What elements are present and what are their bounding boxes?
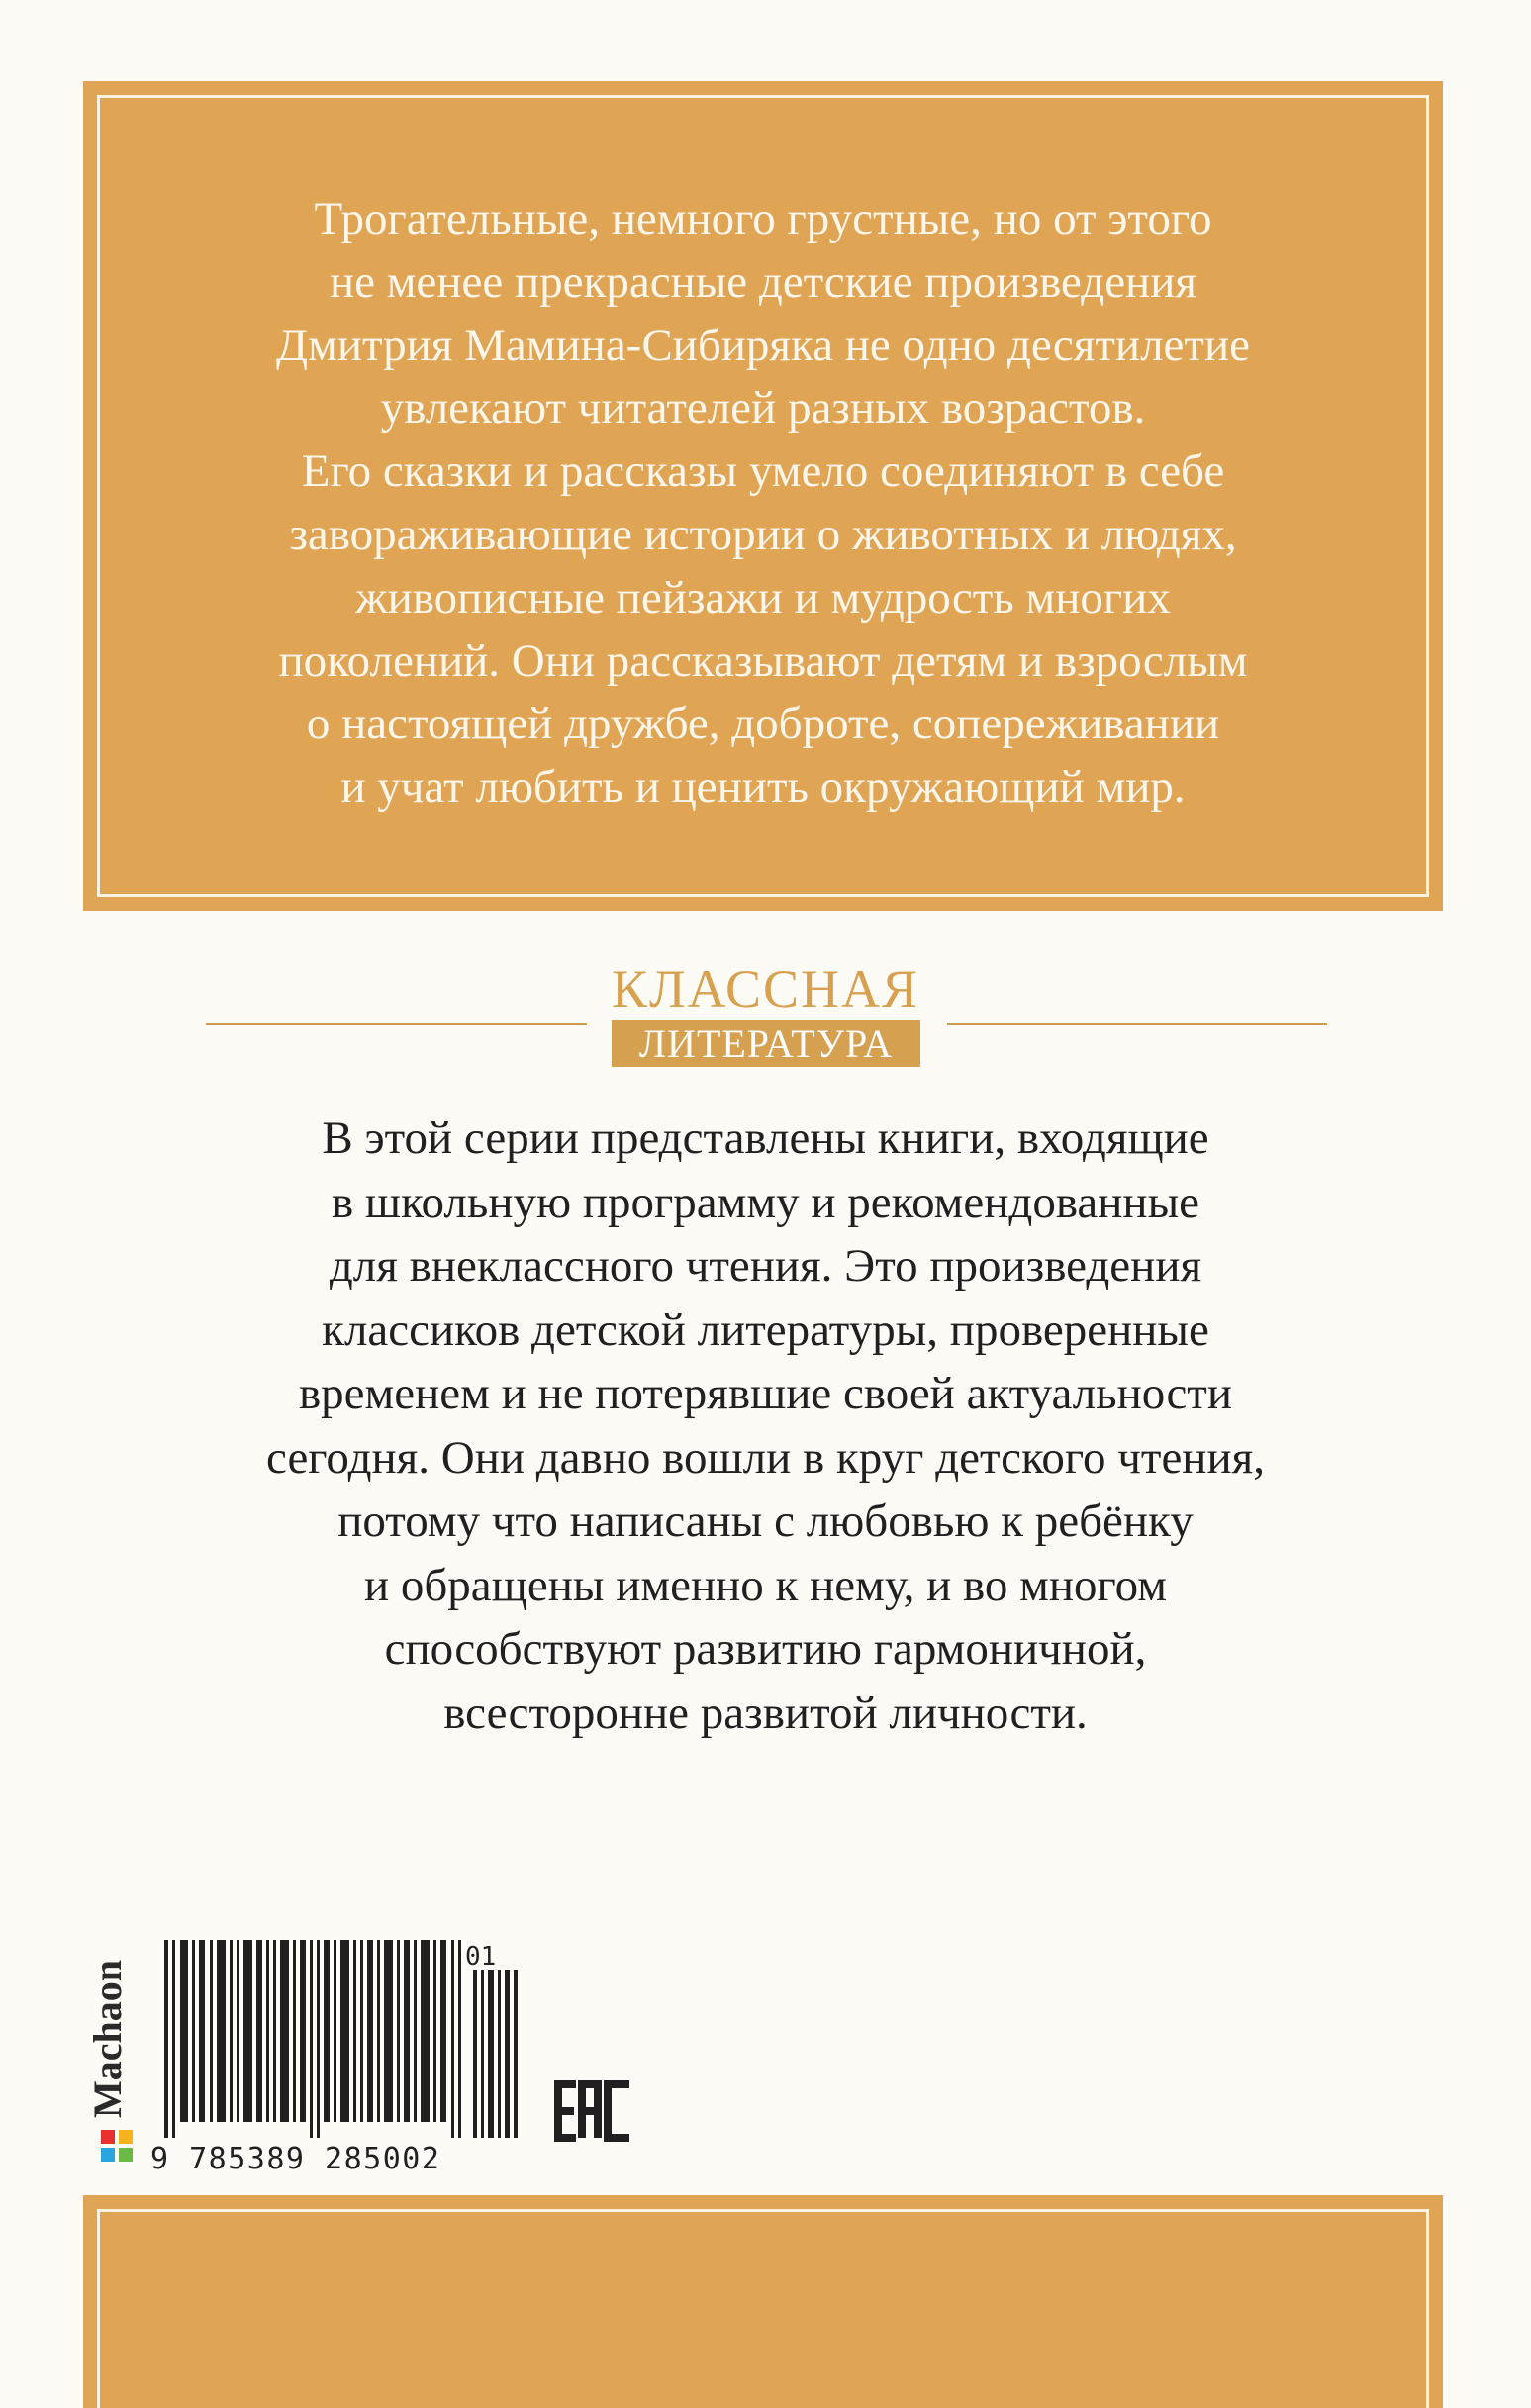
description-line: увлекают читателей разных возрастов. xyxy=(380,382,1146,434)
bottom-band-frame xyxy=(97,2209,1429,2408)
description-line: не менее прекрасные детские произведения xyxy=(330,255,1196,308)
series-description-line: В этой серии представлены книги, входящие xyxy=(322,1112,1209,1164)
series-description-line: классиков детской литературы, проверенные xyxy=(322,1303,1209,1356)
publisher-logo-text: Machaon xyxy=(85,1960,130,2118)
bottom-band xyxy=(83,2195,1443,2408)
series-description-line: и обращены именно к нему, и во многом xyxy=(363,1559,1168,1611)
description-line: завораживающие истории о животных и людях, xyxy=(289,508,1237,560)
series-description-line: временем и не потерявшие своей актуальности xyxy=(298,1368,1232,1419)
series-description-line: потому что написаны с любовью к ребёнку xyxy=(337,1495,1194,1547)
eac-certification-icon xyxy=(554,2080,633,2142)
description-line: и учат любить и ценить окружающий мир. xyxy=(340,761,1186,814)
description-line: Трогательные, немного грустные, но от этого xyxy=(314,193,1212,244)
description-line: Его сказки и рассказы умело соединяют в себе xyxy=(301,445,1225,498)
barcode-addon-digits: 01 xyxy=(465,1942,497,1972)
series-title: КЛАССНАЯ xyxy=(612,959,919,1018)
barcode-digits: 9 785389 285002 xyxy=(150,2142,441,2176)
series-description-line: для внеклассного чтения. Это произведения xyxy=(329,1240,1202,1292)
series-description xyxy=(40,1107,1491,1745)
description-text xyxy=(123,188,1403,819)
series-description-line: всесторонне развитой личности. xyxy=(443,1686,1088,1739)
series-subtitle: ЛИТЕРАТУРА xyxy=(612,1020,920,1067)
description-line: живописные пейзажи и мудрость многих xyxy=(355,571,1171,624)
publisher-logo-icon xyxy=(99,2128,135,2164)
series-description-line: сегодня. Они давно вошли в круг детского чтения, xyxy=(266,1431,1265,1484)
description-line: о настоящей дружбе, доброте, сопереживании xyxy=(306,698,1220,750)
series-description-line: способствуют развитию гармоничной, xyxy=(384,1623,1147,1675)
series-description-line: в школьную программу и рекомендованные xyxy=(331,1176,1200,1228)
series-divider-right xyxy=(947,1023,1327,1025)
description-panel xyxy=(83,81,1443,911)
description-line: Дмитрия Мамина-Сибиряка не одно десятилетие xyxy=(276,319,1250,371)
series-divider-left xyxy=(206,1023,587,1025)
description-line: поколений. Они рассказывают детям и взрослым xyxy=(278,634,1248,687)
